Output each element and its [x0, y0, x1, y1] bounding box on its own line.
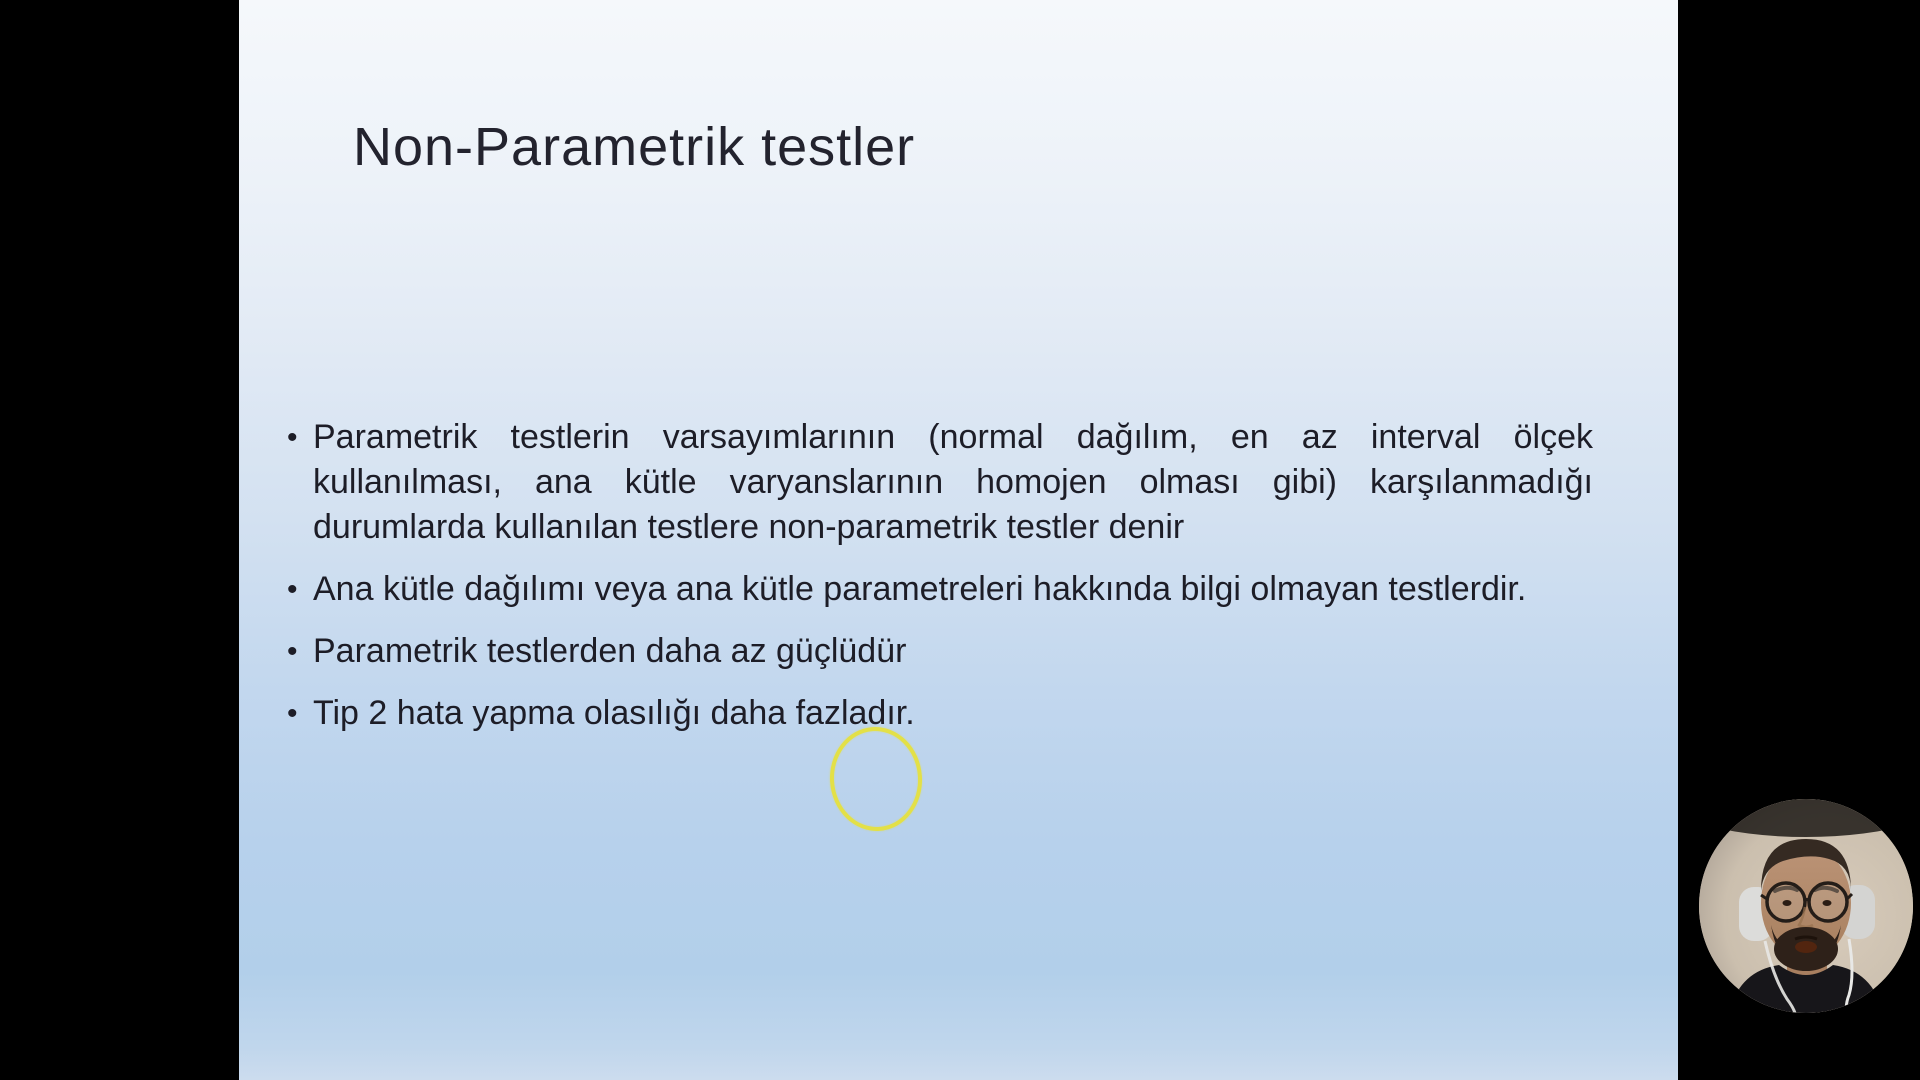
presenter-avatar	[1699, 799, 1913, 1013]
bullet-item	[285, 415, 1593, 550]
bullet-text: Ana kütle dağılımı veya ana kütle parametreleri hakkında bilgi olmayan testlerdir.	[313, 570, 1527, 608]
bullet-glyph: •	[287, 573, 298, 606]
bullet-text: Parametrik testlerin varsayımlarının (normal dağılım, en az interval ölçek kullanılması, ana kütle varyanslarının homojen olması gibi) karşılanmadığı durumlarda kullanılan testlere non-parametrik testler denir	[313, 418, 1593, 546]
bullet-glyph: •	[287, 697, 298, 730]
bullet-text: Tip 2 hata yapma olasılığı daha fazladır.	[313, 694, 915, 732]
bullet-text: Parametrik testlerden daha az güçlüdür	[313, 632, 907, 670]
webcam-overlay[interactable]	[1699, 799, 1913, 1013]
letterbox-left	[0, 0, 239, 1080]
presentation-slide	[239, 0, 1678, 1080]
bullet-list	[285, 415, 1593, 753]
bullet-item	[285, 567, 1593, 612]
slide-title: Non-Parametrik testler	[353, 117, 916, 177]
bullet-glyph: •	[287, 421, 298, 454]
bullet-item	[285, 629, 1593, 674]
bullet-item	[285, 691, 1593, 736]
bullet-glyph: •	[287, 635, 298, 668]
